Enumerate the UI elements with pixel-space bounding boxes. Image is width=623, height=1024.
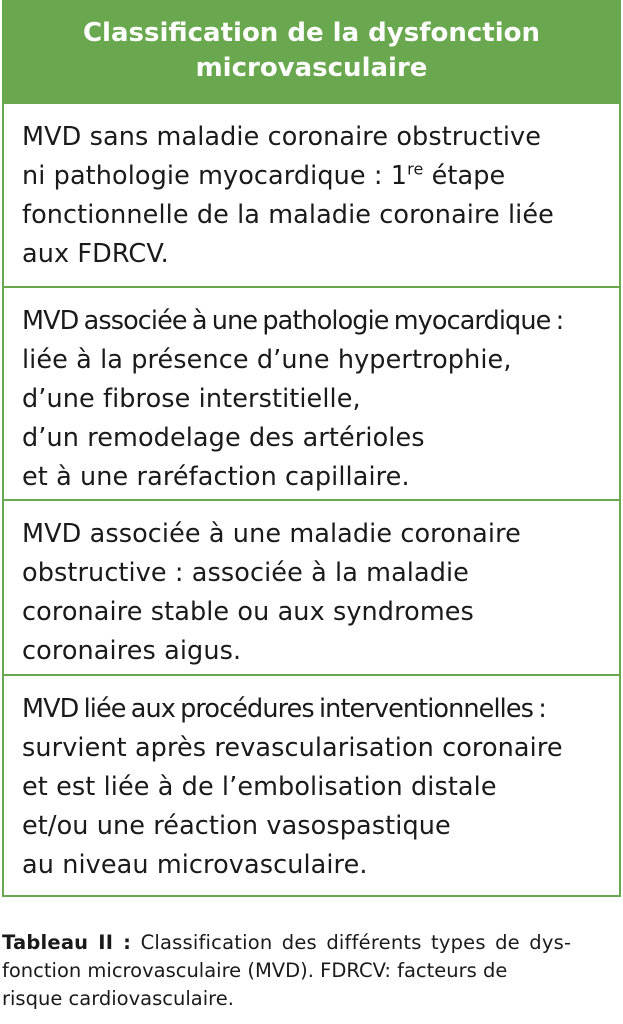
caption-line-1-text: Classification des différents types de dys- — [140, 931, 572, 954]
table-row — [4, 104, 619, 288]
row-2-line-4: d’un remodelage des artérioles — [22, 423, 425, 453]
caption-line-2: fonction microvasculaire (MVD). FDRCV: facteurs de — [2, 959, 508, 982]
row-3-line-2: obstructive : associée à la maladie — [22, 558, 469, 588]
row-3-line-1: MVD associée à une maladie coronaire — [22, 519, 521, 549]
row-4-line-5: au niveau microvasculaire. — [22, 850, 368, 880]
row-4-line-1: MVD liée aux procédures interventionnelles : — [22, 694, 546, 724]
table-header — [4, 0, 619, 104]
row-1-line-2-tail: étape — [431, 161, 506, 191]
table-title-line-2: microvasculaire — [195, 53, 428, 83]
caption-line-1 — [2, 929, 621, 957]
row-4-line-3: et est liée à de l’embolisation distale — [22, 772, 497, 802]
row-2-line-5: et à une raréfaction capillaire. — [22, 462, 410, 492]
row-2-line-1: MVD associée à une pathologie myocardique : — [22, 306, 564, 336]
row-1-line-4: aux FDRCV. — [22, 239, 169, 269]
row-3-line-3: coronaire stable ou aux syndromes — [22, 597, 474, 627]
row-1-line-2-text: ni pathologie myocardique : 1 — [22, 161, 408, 191]
row-2-line-3: d’une fibrose interstitielle, — [22, 384, 361, 414]
row-1-superscript: re — [407, 159, 424, 179]
row-4-line-2: survient après revascularisation coronaire — [22, 733, 563, 763]
row-3-line-4: coronaires aigus. — [22, 636, 242, 666]
row-1-line-2 — [22, 157, 605, 196]
classification-table — [2, 0, 621, 897]
row-1-line-1: MVD sans maladie coronaire obstructive — [22, 122, 542, 152]
table-row — [4, 676, 619, 895]
table-title-line-1: Classification de la dysfonction — [82, 18, 541, 48]
table-row — [4, 288, 619, 501]
caption-line-3: risque cardiovasculaire. — [2, 987, 234, 1010]
row-4-line-4: et/ou une réaction vasospastique — [22, 811, 451, 841]
caption-label: Tableau II : — [2, 931, 132, 954]
row-2-line-2: liée à la présence d’une hypertrophie, — [22, 345, 512, 375]
row-1-line-3: fonctionnelle de la maladie coronaire liée — [22, 200, 554, 230]
table-caption — [2, 929, 621, 1013]
table-row — [4, 501, 619, 676]
